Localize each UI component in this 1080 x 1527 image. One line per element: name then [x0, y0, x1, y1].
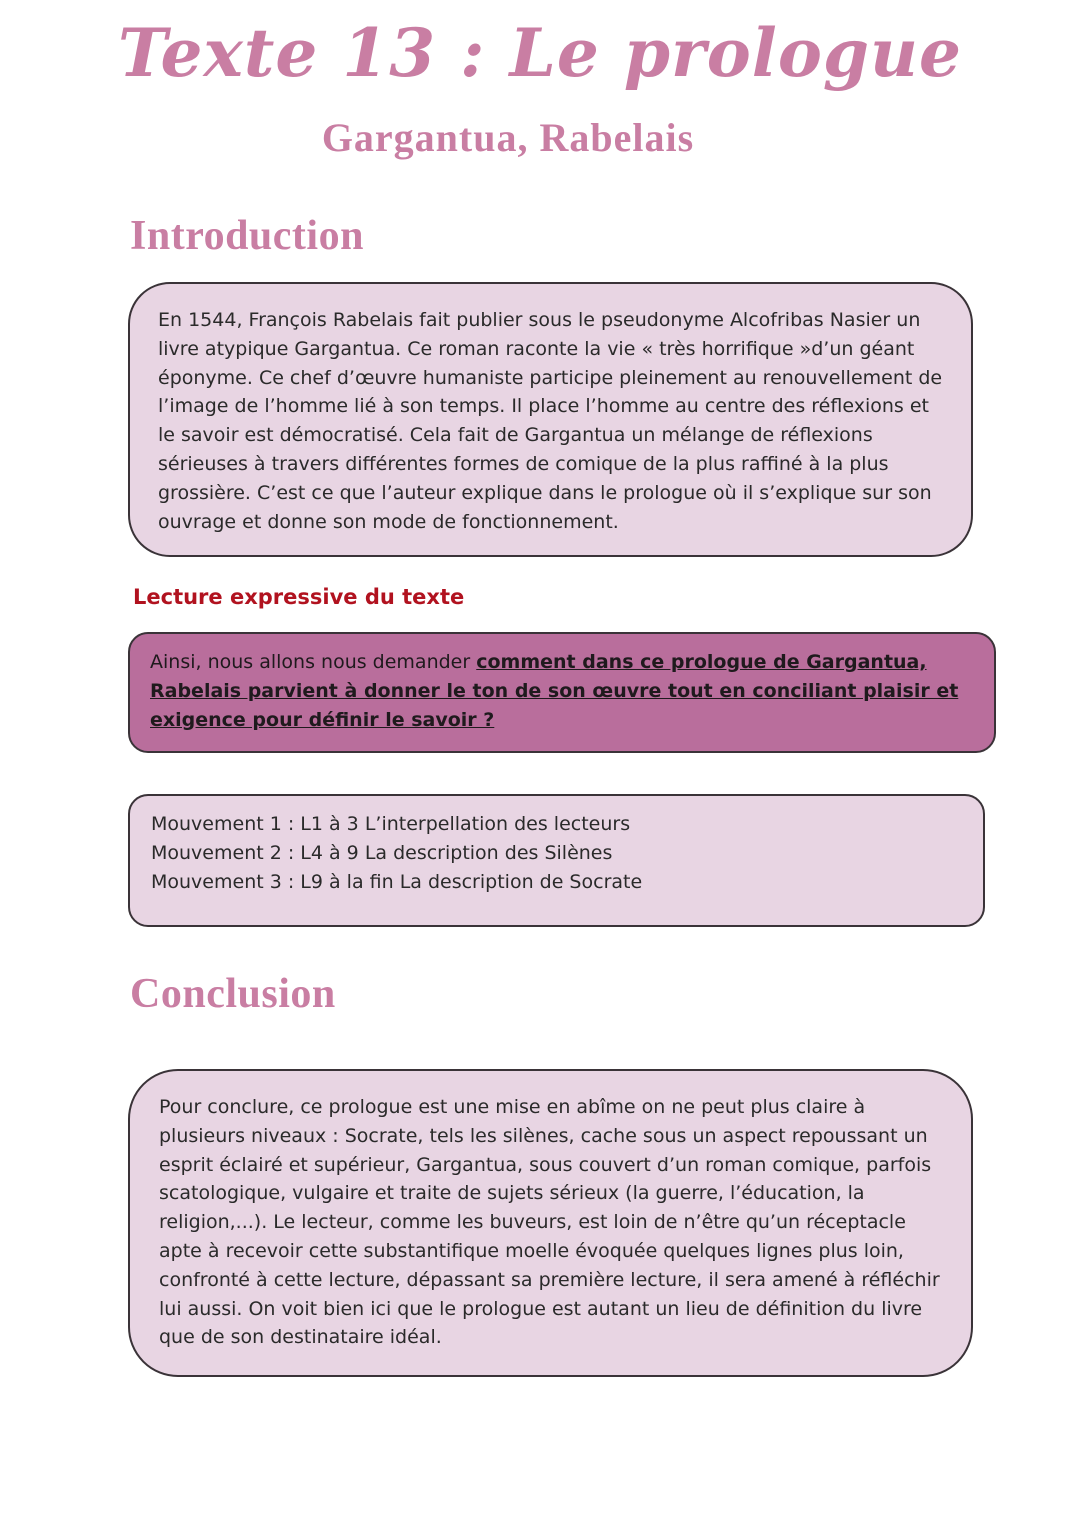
page-title: Texte 13 : Le prologue [117, 14, 963, 92]
introduction-heading: Introduction [130, 213, 364, 259]
movements-box [128, 794, 985, 927]
movement-item: Mouvement 3 : L9 à la fin La description de Socrate [151, 870, 643, 893]
lecture-heading: Lecture expressive du texte [133, 585, 465, 609]
movement-item: Mouvement 1 : L1 à 3 L’interpellation des lecteurs [151, 813, 631, 835]
problematique-text [150, 648, 980, 734]
problematique-box [128, 632, 996, 753]
problematique-question: comment dans ce prologue de Gargantua, Rabelais parvient à donner le ton de son œuvre tout en conciliant plaisir et exigence pour définir le savoir ? [150, 651, 959, 731]
page-subtitle: Gargantua, Rabelais [321, 115, 695, 160]
problematique-lead: Ainsi, nous allons nous demander [150, 651, 477, 673]
movement-item: Mouvement 2 : L4 à 9 La description des Silènes [151, 841, 613, 864]
conclusion-text: Pour conclure, ce prologue est une mise en abîme on ne peut plus claire à plusieurs niveaux : Socrate, tels les silènes, cache sous un aspect repoussant un esprit éclairé et supérieur, Gargantua, sous couvert d’un roman comique, parfois scatologique, vulgaire et traite de sujets sérieux (la guerre, l’éducation, la religion,...). Le lecteur, comme les buveurs, est loin de n’être qu’un réceptacle apte à recevoir cette substantifique moelle évoquée quelques lignes plus loin, confronté à cette lecture, dépassant sa première lecture, il sera amené à réfléchir lui aussi. On voit bien ici que le prologue est autant un lieu de définition du livre que de son destinataire idéal. [159, 1096, 940, 1349]
conclusion-heading: Conclusion [130, 971, 336, 1017]
introduction-box [128, 282, 973, 557]
conclusion-box [128, 1069, 973, 1377]
introduction-text: En 1544, François Rabelais fait publier sous le pseudonyme Alcofribas Nasier un livre atypique Gargantua. Ce roman raconte la vie « très horrifique »d’un géant éponyme. Ce chef d’œuvre humaniste participe pleinement au renouvellement de l’image de l’homme lié à son temps. Il place l’homme au centre des réflexions et le savoir est démocratisé. Cela fait de Gargantua un mélange de réflexions sérieuses à travers différentes formes de comique de la plus raffiné à la plus grossière. C’est ce que l’auteur explique dans le prologue où il s’explique sur son ouvrage et donne son mode de fonctionnement. [158, 309, 943, 533]
